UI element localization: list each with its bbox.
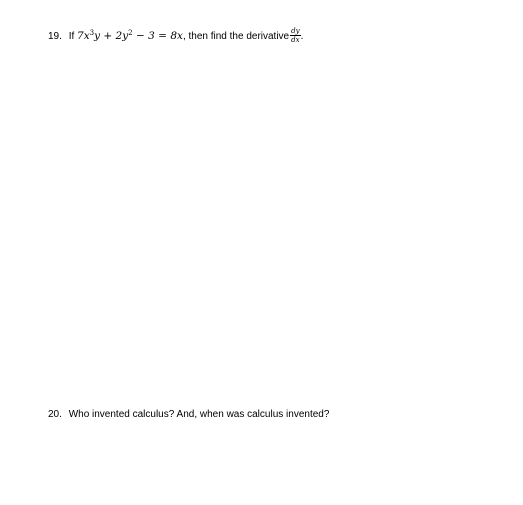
term1-coefficient: 7	[77, 30, 84, 42]
question-number: 19.	[48, 31, 62, 42]
fraction-denominator: dx	[291, 35, 300, 44]
derivative-fraction	[290, 27, 300, 44]
question-text: Who invented calculus? And, when was calculus invented?	[68, 409, 330, 420]
right-hand-side: 8x	[170, 30, 183, 42]
question-19	[48, 26, 303, 45]
term2-coefficient: 2	[115, 30, 123, 42]
question-lead-text: If	[68, 31, 75, 42]
term1-variable: x	[83, 30, 90, 42]
constant-term: 3	[148, 30, 155, 42]
term2-exponent: 2	[128, 29, 133, 37]
equals-sign: =	[158, 30, 167, 42]
question-number: 20.	[48, 409, 62, 420]
term1-exponent: 3	[89, 29, 95, 37]
minus-sign: −	[135, 30, 145, 42]
fraction-numerator: dy	[291, 26, 300, 35]
equation	[77, 30, 183, 42]
question-end-punctuation: .	[300, 31, 304, 42]
question-middle-text: , then find the derivative	[182, 31, 290, 42]
question-20	[48, 408, 329, 422]
term1-variable-y: y	[94, 30, 101, 42]
term2-variable: y	[122, 30, 129, 42]
plus-sign: +	[103, 30, 113, 42]
